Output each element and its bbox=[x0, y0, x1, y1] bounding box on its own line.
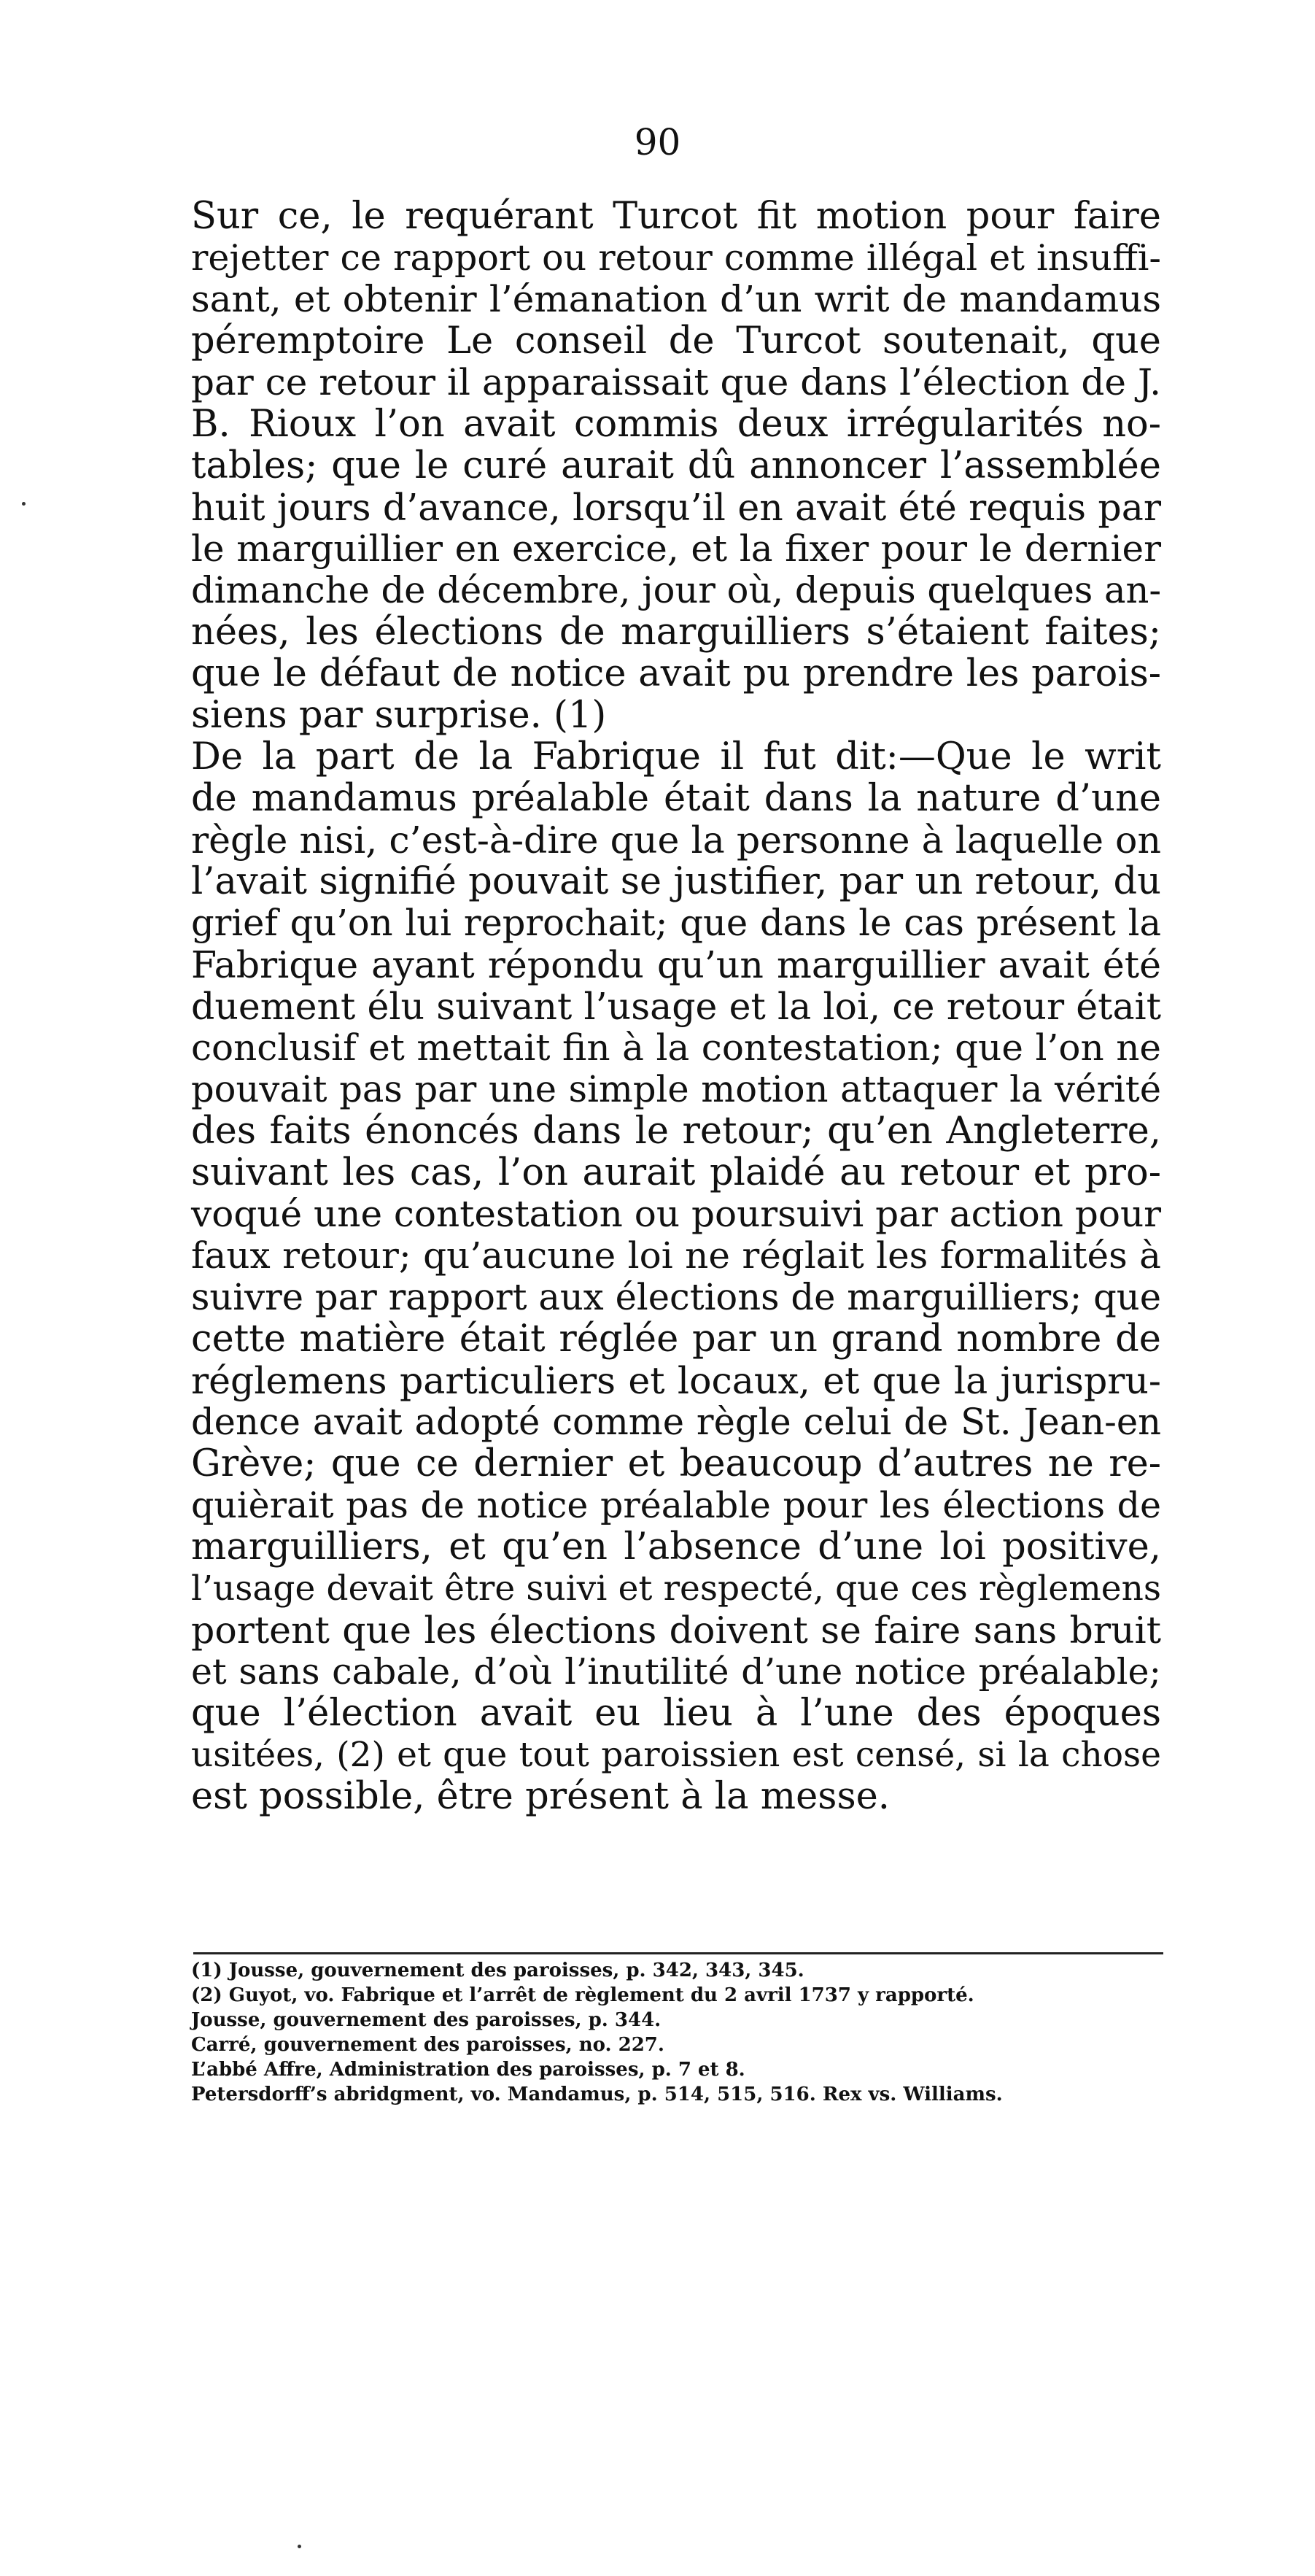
text-line: le marguillier en exercice, et la fixer pour le dernier bbox=[191, 527, 1161, 570]
text-line: portent que les élections doivent se faire sans bruit bbox=[191, 1609, 1161, 1652]
text-line: siens par surprise. (1) bbox=[191, 694, 607, 737]
text-line: marguilliers, et qu’en l’absence d’une loi positive, bbox=[191, 1525, 1161, 1569]
text-line: rejetter ce rapport ou retour comme illégal et insuffi- bbox=[191, 237, 1161, 279]
text-line: que l’élection avait eu lieu à l’une des époques bbox=[191, 1692, 1161, 1735]
text-line: dimanche de décembre, jour où, depuis quelques an- bbox=[191, 569, 1162, 611]
footnote: Petersdorff’s abridgment, vo. Mandamus, p. 514, 515, 516. Rex vs. Williams. bbox=[191, 2084, 1003, 2105]
text-line: duement élu suivant l’usage et la loi, ce retour était bbox=[191, 985, 1161, 1028]
page-number: 90 bbox=[634, 121, 681, 163]
text-line: conclusif et mettait fin à la contestation; que l’on ne bbox=[191, 1026, 1161, 1069]
text-line: que le défaut de notice avait pu prendre les parois- bbox=[191, 652, 1161, 695]
text-line: voqué une contestation ou poursuivi par action pour bbox=[191, 1193, 1162, 1235]
text-line: est possible, être présent à la messe. bbox=[191, 1775, 891, 1818]
text-line: sant, et obtenir l’émanation d’un writ de mandamus bbox=[191, 278, 1161, 320]
text-line: usitées, (2) et que tout paroissien est censé, si la chose bbox=[191, 1735, 1161, 1775]
text-line: grief qu’on lui reprochait; que dans le cas présent la bbox=[191, 902, 1161, 944]
text-line: l’avait signifié pouvait se justifier, par un retour, du bbox=[191, 860, 1161, 903]
footnote-divider bbox=[193, 1952, 1163, 1954]
text-line: pouvait pas par une simple motion attaquer la vérité bbox=[191, 1068, 1161, 1110]
footnotes bbox=[191, 1958, 1168, 2107]
text-line: règle nisi, c’est-à-dire que la personne à laquelle on bbox=[191, 819, 1161, 862]
text-line: l’usage devait être suivi et respecté, que ces règlemens bbox=[191, 1569, 1161, 1609]
text-line: suivre par rapport aux élections de marguilliers; que bbox=[191, 1276, 1161, 1318]
text-line: des faits énoncés dans le retour; qu’en Angleterre, bbox=[191, 1110, 1161, 1153]
text-line: quièrait pas de notice préalable pour les élections de bbox=[191, 1485, 1161, 1526]
scan-speck bbox=[298, 2545, 301, 2548]
text-line: péremptoire Le conseil de Turcot soutenait, que bbox=[191, 320, 1161, 363]
text-line: par ce retour il apparaissait que dans l’élection de J. bbox=[191, 361, 1161, 403]
text-line: de mandamus préalable était dans la nature d’une bbox=[191, 777, 1161, 820]
footnote: (1) Jousse, gouvernement des paroisses, p. 342, 343, 345. bbox=[191, 1960, 804, 1981]
body-text bbox=[191, 196, 1161, 1817]
text-line: Grève; que ce dernier et beaucoup d’autres ne re- bbox=[191, 1442, 1161, 1485]
text-line: B. Rioux l’on avait commis deux irrégularités no- bbox=[191, 403, 1161, 446]
footnote: (2) Guyot, vo. Fabrique et l’arrêt de règlement du 2 avril 1737 y rapporté. bbox=[191, 1984, 974, 2006]
footnote: L’abbé Affre, Administration des paroisses, p. 7 et 8. bbox=[191, 2059, 745, 2081]
text-line: dence avait adopté comme règle celui de St. Jean-en bbox=[191, 1401, 1161, 1443]
text-line: tables; que le curé aurait dû annoncer l’assemblée bbox=[191, 444, 1161, 487]
footnote: Carré, gouvernement des paroisses, no. 227. bbox=[191, 2034, 664, 2056]
text-line: huit jours d’avance, lorsqu’il en avait été requis par bbox=[191, 486, 1161, 529]
scan-speck bbox=[22, 502, 26, 506]
text-line: nées, les élections de marguilliers s’étaient faites; bbox=[191, 611, 1161, 654]
text-line: Sur ce, le requérant Turcot fit motion pour faire bbox=[191, 195, 1161, 238]
text-line: suivant les cas, l’on aurait plaidé au retour et pro- bbox=[191, 1151, 1161, 1194]
text-line: et sans cabale, d’où l’inutilité d’une notice préalable; bbox=[191, 1651, 1161, 1693]
footnote: Jousse, gouvernement des paroisses, p. 344. bbox=[191, 2009, 662, 2031]
text-line: cette matière était réglée par un grand nombre de bbox=[191, 1318, 1161, 1361]
text-line: Fabrique ayant répondu qu’un marguillier avait été bbox=[191, 943, 1161, 986]
text-line: faux retour; qu’aucune loi ne réglait les formalités à bbox=[191, 1234, 1161, 1277]
text-line: réglemens particuliers et locaux, et que la jurispru- bbox=[191, 1359, 1161, 1402]
text-line: De la part de la Fabrique il fut dit:—Que le writ bbox=[191, 735, 1161, 778]
